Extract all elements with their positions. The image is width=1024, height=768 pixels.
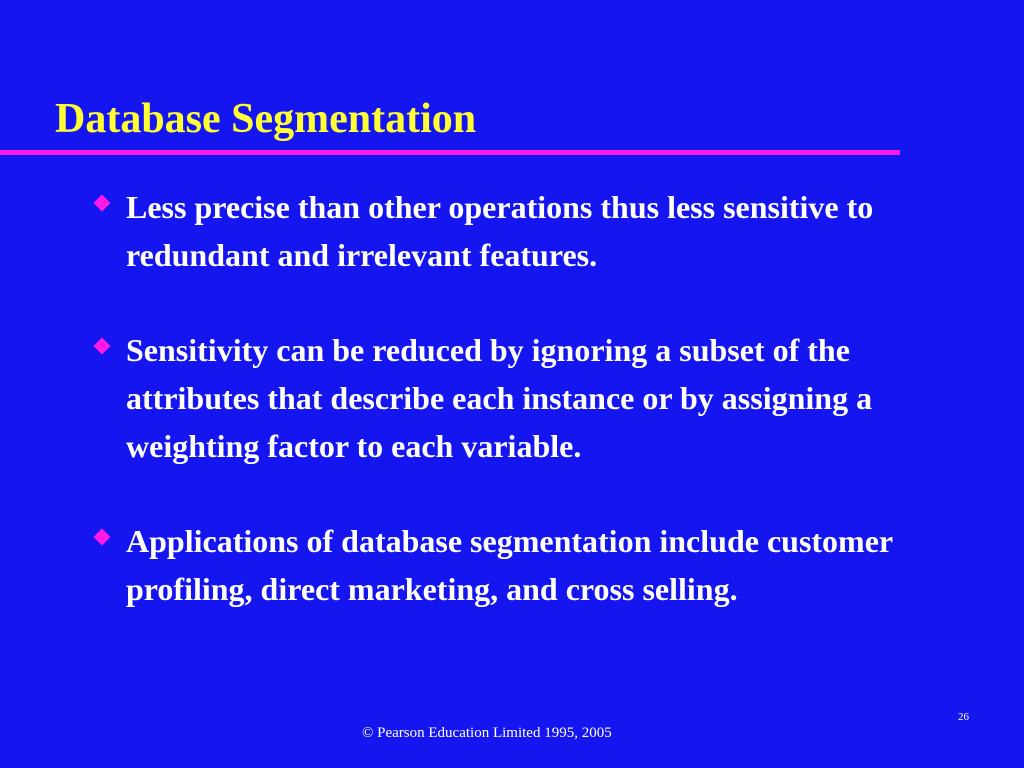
slide-title: Database Segmentation <box>55 96 477 142</box>
diamond-bullet-icon <box>94 338 111 355</box>
bullet-text: Less precise than other operations thus less sensitive to redundant and irrelevant features. <box>126 189 874 273</box>
bullet-item <box>90 517 970 613</box>
bullet-text: Sensitivity can be reduced by ignoring a subset of the attributes that describe each instance or by assigning a weighting factor to each variable. <box>126 332 873 464</box>
bullet-text: Applications of database segmentation include customer profiling, direct marketing, and cross selling. <box>126 523 893 607</box>
page-number: 26 <box>958 711 969 723</box>
bullet-item <box>90 326 970 470</box>
diamond-bullet-icon <box>94 195 111 212</box>
bullet-item <box>90 183 970 279</box>
diamond-bullet-icon <box>94 529 111 546</box>
bullet-list <box>90 183 970 660</box>
copyright-footer: © Pearson Education Limited 1995, 2005 <box>362 725 612 741</box>
title-underline <box>0 150 900 155</box>
